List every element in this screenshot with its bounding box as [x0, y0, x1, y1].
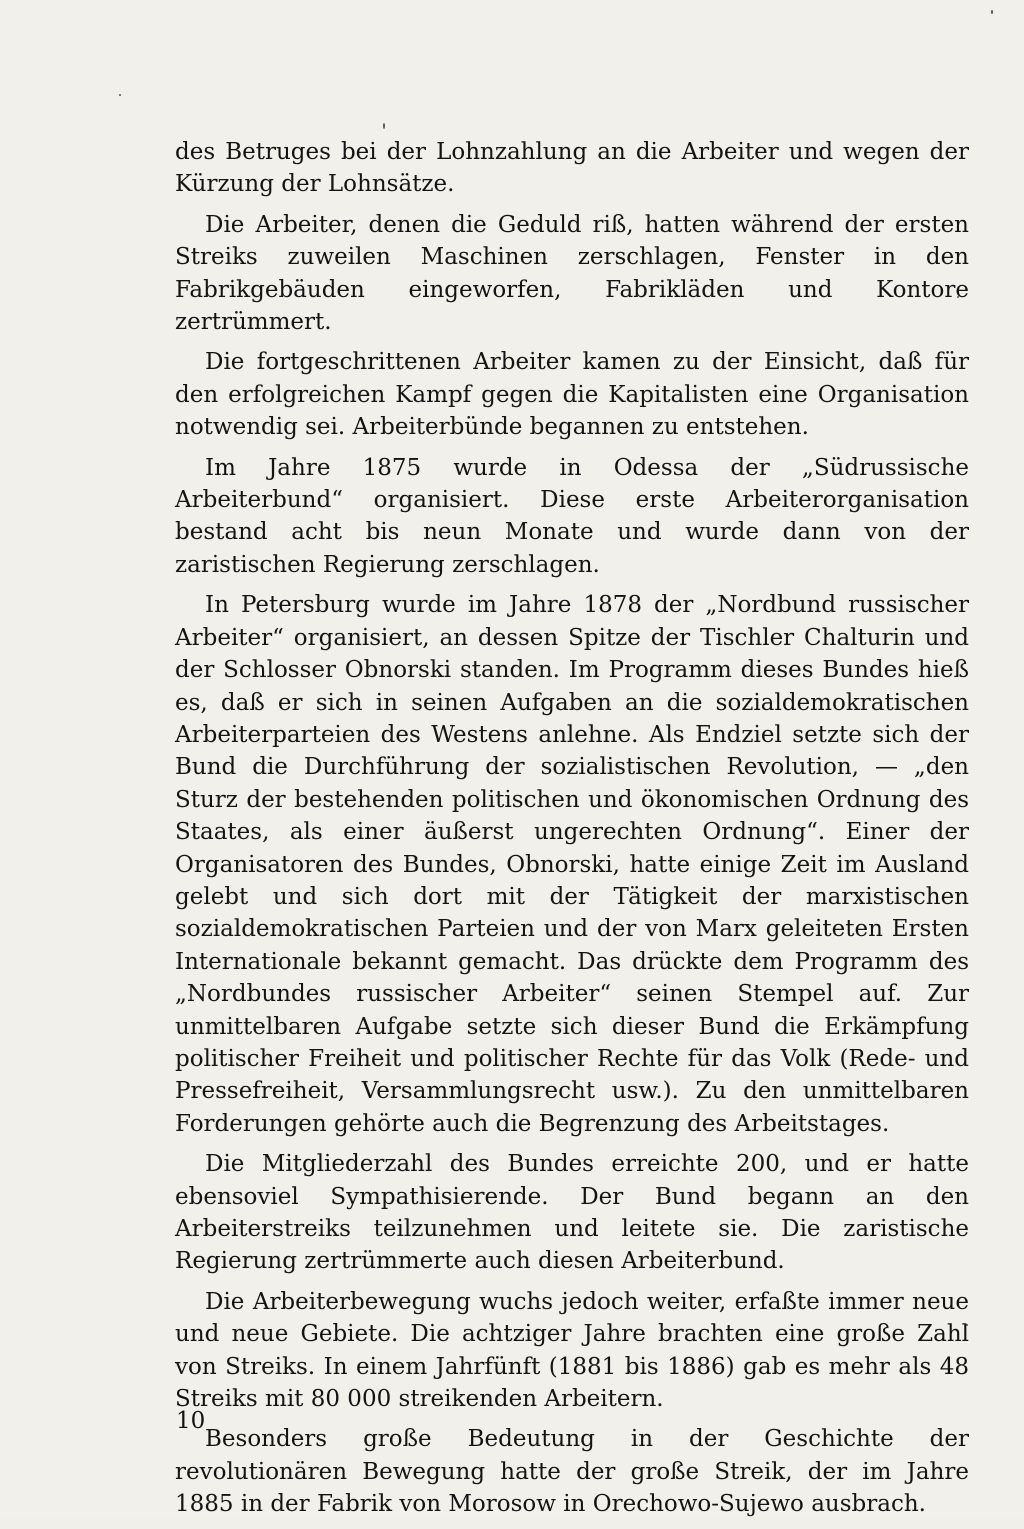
- paragraph-2: Die Arbeiter, denen die Geduld riß, hatten während der ersten Streiks zuweilen Maschinen zerschlagen, Fenster in den Fabrikgebäuden eingeworfen, Fabrikläden und Kontore zertrümmert.: [175, 211, 969, 336]
- paper-speck: [383, 123, 385, 129]
- paper-speck: [119, 94, 121, 96]
- page-number: 10: [176, 1408, 206, 1434]
- paragraph-4: Im Jahre 1875 wurde in Odessa der „Südrussische Arbeiterbund“ organisiert. Diese erste Arbeiterorganisation bestand acht bis neun Monate und wurde dann von der zaristischen Regierung zerschlagen.: [175, 454, 969, 578]
- paragraph-6: Die Mitgliederzahl des Bundes erreichte 200, und er hatte ebensoviel Sympathisierende. Der Bund begann an den Arbeiterstreiks teilzunehmen und leitete sie. Die zaristische Regierung zertrümmerte auch diesen Arbeiterbund.: [175, 1151, 969, 1275]
- paragraph-1: des Betruges bei der Lohnzahlung an die Arbeiter und wegen der Kürzung der Lohnsätze.: [175, 139, 969, 198]
- paper-speck: [991, 10, 993, 14]
- paragraph-8: Besonders große Bedeutung in der Geschichte der revolutionären Bewegung hatte der große Streik, der im Jahre 1885 in der Fabrik von Morosow in Orechowo-Sujewo ausbrach.: [175, 1426, 969, 1518]
- body-text: [175, 136, 969, 1529]
- paragraph-5: In Petersburg wurde im Jahre 1878 der „Nordbund russischer Arbeiter“ organisiert, an dessen Spitze der Tischler Chalturin und der Schlosser Obnorski standen. Im Programm dieses Bundes hieß es, daß er sich in seinen Aufgaben an die sozialdemokratischen Arbeiterparteien des Westens anlehne. Als Endziel setzte sich der Bund die Durchführung der sozialistischen Revolution, — „den Sturz der bestehenden politischen und ökonomischen Ordnung des Staates, als einer äußerst ungerechten Ordnung“. Einer der Organisatoren des Bundes, Obnorski, hatte einige Zeit im Ausland gelebt und sich dort mit der Tätigkeit der marxistischen sozialdemokratischen Parteien und der von Marx geleiteten Ersten Internationale bekannt gemacht. Das drückte dem Programm des „Nordbundes russischer Arbeiter“ seinen Stempel auf. Zur unmittelbaren Aufgabe setzte sich dieser Bund die Erkämpfung politischer Freiheit und politischer Rechte für das Volk (Rede- und Pressefreiheit, Versammlungsrecht usw.). Zu den unmittelbaren Forderungen gehörte auch die Begrenzung des Arbeitstages.: [175, 592, 969, 1137]
- paragraph-7: Die Arbeiterbewegung wuchs jedoch weiter, erfaßte immer neue und neue Gebiete. Die achtziger Jahre brachten eine große Zahl von Streiks. In einem Jahrfünft (1881 bis 1886) gab es mehr als 48 Streiks mit 80 000 streikenden Arbeitern.: [175, 1288, 969, 1413]
- paragraph-3: Die fortgeschrittenen Arbeiter kamen zu der Einsicht, daß für den erfolgreichen Kampf gegen die Kapitalisten eine Organisation notwendig sei. Arbeiterbünde begannen zu entstehen.: [175, 349, 969, 441]
